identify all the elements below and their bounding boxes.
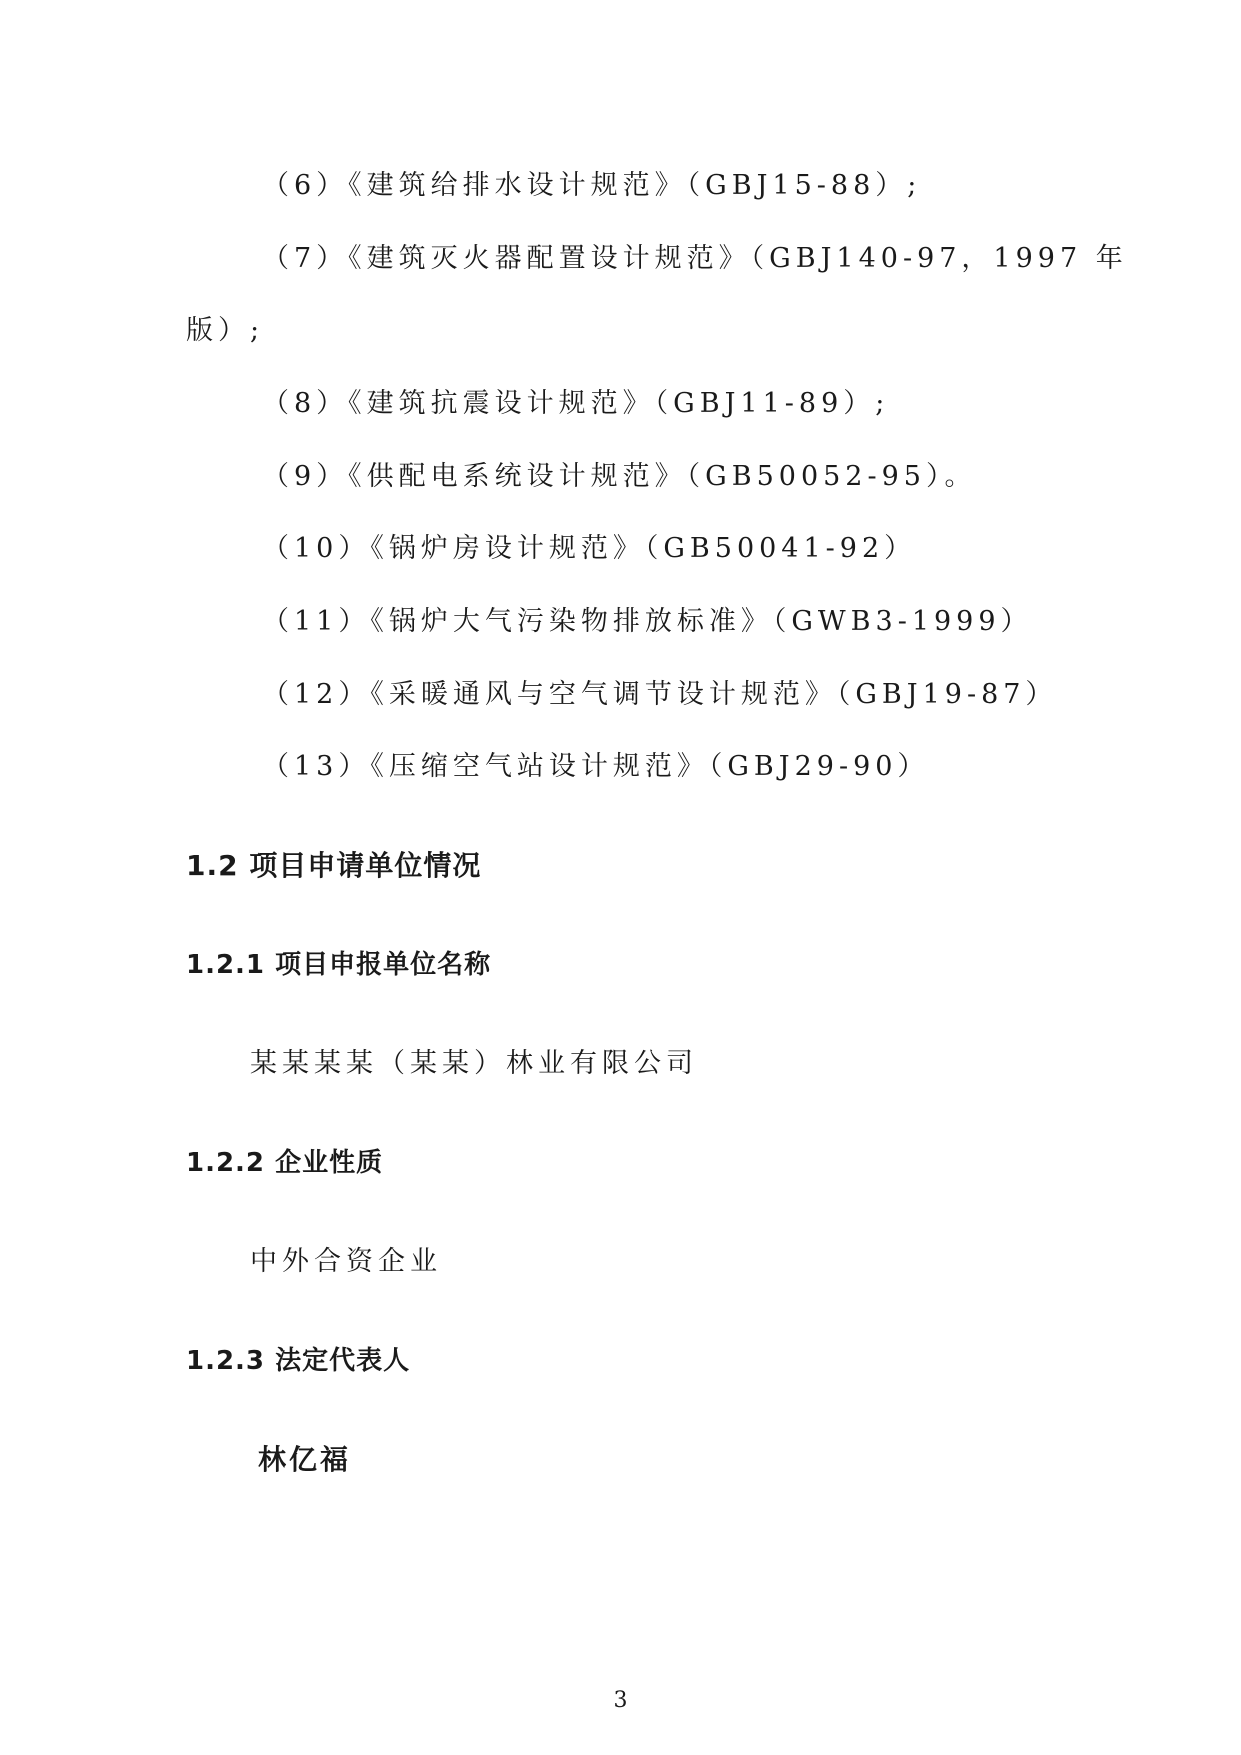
standard-item-8: （8）《建筑抗震设计规范》（GBJ11-89）;: [262, 388, 890, 419]
company-name: 某某某某（某某）林业有限公司: [250, 1048, 698, 1079]
standard-item-13: （13）《压缩空气站设计规范》（GBJ29-90）: [262, 751, 930, 782]
enterprise-nature: 中外合资企业: [250, 1246, 442, 1277]
legal-representative-name: 林亿福: [258, 1443, 352, 1476]
standard-item-9: （9）《供配电系统设计规范》（GB50052-95）。: [262, 461, 977, 492]
standard-item-11: （11）《锅炉大气污染物排放标准》（GWB3-1999）: [262, 606, 1033, 637]
page-number: 3: [613, 1688, 628, 1713]
standard-item-6: （6）《建筑给排水设计规范》（GBJ15-88）;: [262, 170, 922, 201]
section-heading-1-2: 1.2 项目申请单位情况: [186, 849, 482, 882]
subsection-heading-1-2-2: 1.2.2 企业性质: [186, 1148, 384, 1178]
standard-item-7-continuation: 版）;: [186, 315, 265, 346]
standard-item-10: （10）《锅炉房设计规范》（GB50041-92）: [262, 533, 917, 564]
subsection-heading-1-2-3: 1.2.3 法定代表人: [186, 1346, 411, 1376]
subsection-heading-1-2-1: 1.2.1 项目申报单位名称: [186, 950, 492, 980]
standard-item-7: （7）《建筑灭火器配置设计规范》（GBJ140-97，1997 年: [262, 243, 1128, 274]
standard-item-12: （12）《采暖通风与空气调节设计规范》（GBJ19-87）: [262, 679, 1058, 710]
